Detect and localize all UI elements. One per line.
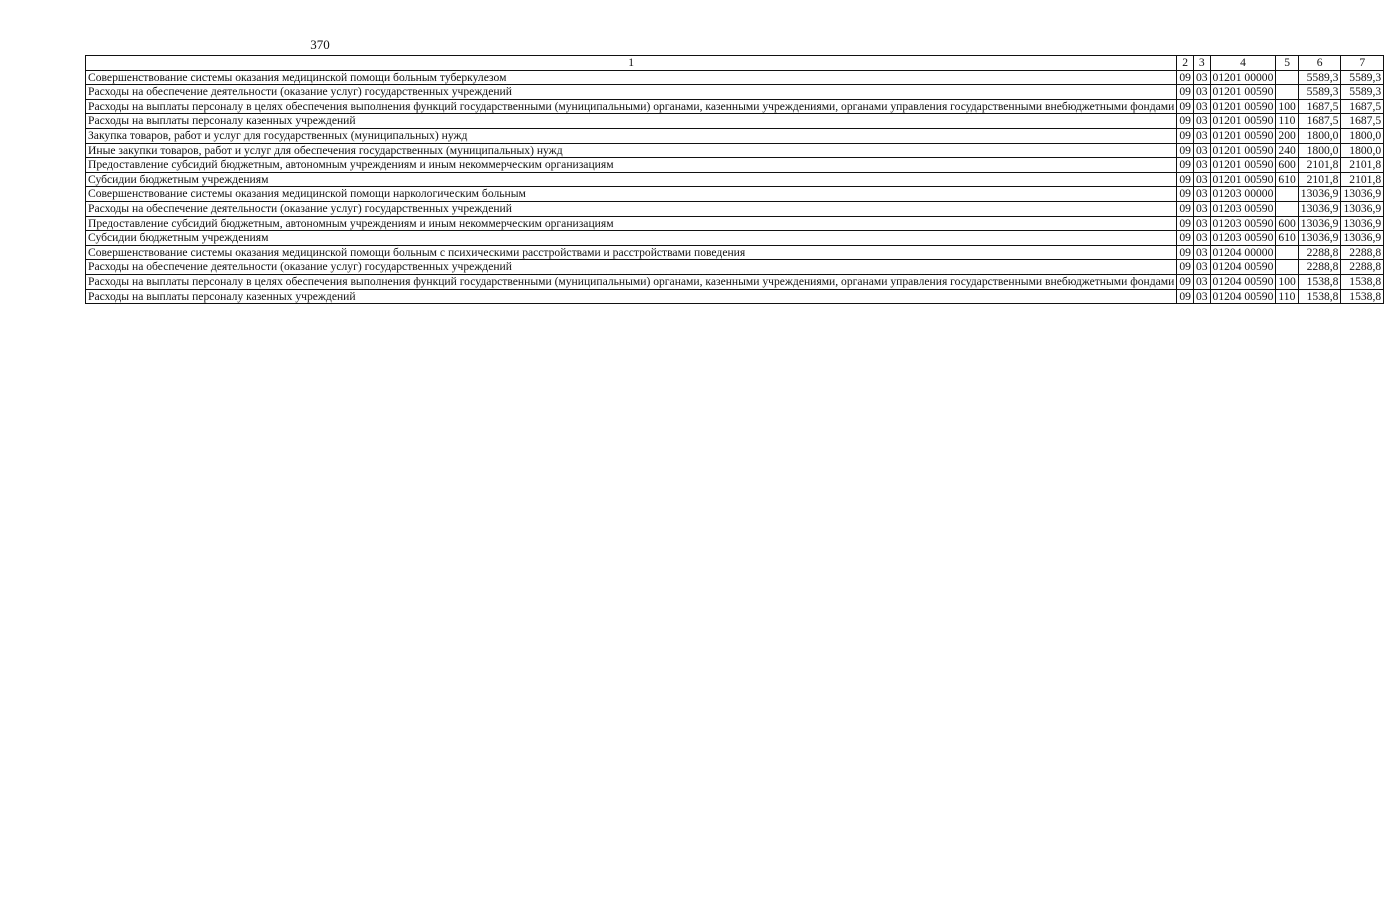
subsection-code: 03 bbox=[1193, 143, 1210, 158]
expense-type-code: 100 bbox=[1276, 274, 1298, 289]
target-article-code: 01201 00590 bbox=[1210, 114, 1276, 129]
subsection-code: 03 bbox=[1193, 289, 1210, 304]
expense-type-code: 110 bbox=[1276, 289, 1298, 304]
row-name: Иные закупки товаров, работ и услуг для обеспечения государственных (муниципальных) нужд bbox=[86, 143, 1177, 158]
amount-col-6: 13036,9 bbox=[1298, 187, 1341, 202]
section-code: 09 bbox=[1177, 201, 1194, 216]
header-col-5: 5 bbox=[1276, 56, 1298, 71]
amount-col-7: 13036,9 bbox=[1341, 231, 1384, 246]
header-col-7: 7 bbox=[1341, 56, 1384, 71]
amount-col-7: 1687,5 bbox=[1341, 99, 1384, 114]
row-name: Расходы на выплаты персоналу в целях обеспечения выполнения функций государственными (муниципальными) органами, казенными учреждениями, органами управления государственными внебюджетными фондами bbox=[86, 99, 1177, 114]
subsection-code: 03 bbox=[1193, 172, 1210, 187]
row-name: Предоставление субсидий бюджетным, автономным учреждениям и иным некоммерческим организациям bbox=[86, 216, 1177, 231]
header-col-4: 4 bbox=[1210, 56, 1276, 71]
row-name: Закупка товаров, работ и услуг для государственных (муниципальных) нужд bbox=[86, 128, 1177, 143]
header-col-3: 3 bbox=[1193, 56, 1210, 71]
target-article-code: 01201 00590 bbox=[1210, 172, 1276, 187]
target-article-code: 01203 00590 bbox=[1210, 231, 1276, 246]
page-number: 370 bbox=[310, 37, 330, 52]
table-row bbox=[86, 260, 1384, 275]
target-article-code: 01204 00590 bbox=[1210, 260, 1276, 275]
table-row bbox=[86, 85, 1384, 100]
subsection-code: 03 bbox=[1193, 85, 1210, 100]
header-col-2: 2 bbox=[1177, 56, 1194, 71]
target-article-code: 01203 00590 bbox=[1210, 201, 1276, 216]
target-article-code: 01204 00000 bbox=[1210, 245, 1276, 260]
header-col-6: 6 bbox=[1298, 56, 1341, 71]
section-code: 09 bbox=[1177, 128, 1194, 143]
expense-type-code bbox=[1276, 70, 1298, 85]
section-code: 09 bbox=[1177, 245, 1194, 260]
subsection-code: 03 bbox=[1193, 260, 1210, 275]
section-code: 09 bbox=[1177, 99, 1194, 114]
target-article-code: 01201 00590 bbox=[1210, 128, 1276, 143]
amount-col-7: 2288,8 bbox=[1341, 260, 1384, 275]
amount-col-6: 2288,8 bbox=[1298, 260, 1341, 275]
row-name: Совершенствование системы оказания медицинской помощи больным туберкулезом bbox=[86, 70, 1177, 85]
subsection-code: 03 bbox=[1193, 114, 1210, 129]
section-code: 09 bbox=[1177, 85, 1194, 100]
subsection-code: 03 bbox=[1193, 201, 1210, 216]
expense-type-code: 610 bbox=[1276, 231, 1298, 246]
amount-col-6: 13036,9 bbox=[1298, 231, 1341, 246]
amount-col-7: 5589,3 bbox=[1341, 85, 1384, 100]
table-row bbox=[86, 274, 1384, 289]
expense-type-code: 600 bbox=[1276, 216, 1298, 231]
expense-type-code: 200 bbox=[1276, 128, 1298, 143]
amount-col-6: 1687,5 bbox=[1298, 99, 1341, 114]
subsection-code: 03 bbox=[1193, 245, 1210, 260]
amount-col-7: 2101,8 bbox=[1341, 172, 1384, 187]
table-body bbox=[86, 70, 1384, 304]
row-name: Субсидии бюджетным учреждениям bbox=[86, 172, 1177, 187]
amount-col-7: 1800,0 bbox=[1341, 143, 1384, 158]
budget-table bbox=[85, 55, 1384, 304]
row-name: Предоставление субсидий бюджетным, автономным учреждениям и иным некоммерческим организациям bbox=[86, 158, 1177, 173]
amount-col-7: 1538,8 bbox=[1341, 289, 1384, 304]
section-code: 09 bbox=[1177, 231, 1194, 246]
header-row bbox=[86, 56, 1384, 71]
row-name: Расходы на обеспечение деятельности (оказание услуг) государственных учреждений bbox=[86, 201, 1177, 216]
section-code: 09 bbox=[1177, 187, 1194, 202]
target-article-code: 01201 00000 bbox=[1210, 70, 1276, 85]
table-row bbox=[86, 158, 1384, 173]
target-article-code: 01201 00590 bbox=[1210, 158, 1276, 173]
amount-col-6: 5589,3 bbox=[1298, 70, 1341, 85]
subsection-code: 03 bbox=[1193, 158, 1210, 173]
amount-col-6: 2101,8 bbox=[1298, 158, 1341, 173]
target-article-code: 01201 00590 bbox=[1210, 143, 1276, 158]
amount-col-6: 1538,8 bbox=[1298, 274, 1341, 289]
row-name: Расходы на обеспечение деятельности (оказание услуг) государственных учреждений bbox=[86, 260, 1177, 275]
expense-type-code: 610 bbox=[1276, 172, 1298, 187]
amount-col-7: 1538,8 bbox=[1341, 274, 1384, 289]
amount-col-6: 13036,9 bbox=[1298, 216, 1341, 231]
row-name: Совершенствование системы оказания медицинской помощи наркологическим больным bbox=[86, 187, 1177, 202]
section-code: 09 bbox=[1177, 70, 1194, 85]
amount-col-7: 13036,9 bbox=[1341, 201, 1384, 216]
amount-col-6: 5589,3 bbox=[1298, 85, 1341, 100]
amount-col-6: 1538,8 bbox=[1298, 289, 1341, 304]
target-article-code: 01201 00590 bbox=[1210, 99, 1276, 114]
table-row bbox=[86, 216, 1384, 231]
table-row bbox=[86, 231, 1384, 246]
row-name: Совершенствование системы оказания медицинской помощи больным с психическими расстройствами и расстройствами поведения bbox=[86, 245, 1177, 260]
expense-type-code: 110 bbox=[1276, 114, 1298, 129]
subsection-code: 03 bbox=[1193, 231, 1210, 246]
expense-type-code: 600 bbox=[1276, 158, 1298, 173]
section-code: 09 bbox=[1177, 172, 1194, 187]
expense-type-code bbox=[1276, 187, 1298, 202]
amount-col-6: 2101,8 bbox=[1298, 172, 1341, 187]
row-name: Расходы на обеспечение деятельности (оказание услуг) государственных учреждений bbox=[86, 85, 1177, 100]
table-row bbox=[86, 99, 1384, 114]
expense-type-code: 240 bbox=[1276, 143, 1298, 158]
expense-type-code bbox=[1276, 260, 1298, 275]
target-article-code: 01203 00000 bbox=[1210, 187, 1276, 202]
section-code: 09 bbox=[1177, 158, 1194, 173]
amount-col-7: 2101,8 bbox=[1341, 158, 1384, 173]
expense-type-code bbox=[1276, 201, 1298, 216]
amount-col-7: 13036,9 bbox=[1341, 187, 1384, 202]
target-article-code: 01203 00590 bbox=[1210, 216, 1276, 231]
amount-col-7: 1800,0 bbox=[1341, 128, 1384, 143]
subsection-code: 03 bbox=[1193, 128, 1210, 143]
header-col-1: 1 bbox=[86, 56, 1177, 71]
amount-col-6: 1800,0 bbox=[1298, 128, 1341, 143]
section-code: 09 bbox=[1177, 143, 1194, 158]
amount-col-6: 1687,5 bbox=[1298, 114, 1341, 129]
amount-col-6: 2288,8 bbox=[1298, 245, 1341, 260]
amount-col-6: 13036,9 bbox=[1298, 201, 1341, 216]
subsection-code: 03 bbox=[1193, 187, 1210, 202]
subsection-code: 03 bbox=[1193, 274, 1210, 289]
table-row bbox=[86, 201, 1384, 216]
section-code: 09 bbox=[1177, 216, 1194, 231]
expense-type-code: 100 bbox=[1276, 99, 1298, 114]
table-row bbox=[86, 70, 1384, 85]
expense-type-code bbox=[1276, 245, 1298, 260]
row-name: Расходы на выплаты персоналу казенных учреждений bbox=[86, 114, 1177, 129]
table-row bbox=[86, 143, 1384, 158]
table-row bbox=[86, 187, 1384, 202]
amount-col-7: 1687,5 bbox=[1341, 114, 1384, 129]
section-code: 09 bbox=[1177, 289, 1194, 304]
table-row bbox=[86, 289, 1384, 304]
section-code: 09 bbox=[1177, 274, 1194, 289]
target-article-code: 01201 00590 bbox=[1210, 85, 1276, 100]
expense-type-code bbox=[1276, 85, 1298, 100]
amount-col-7: 5589,3 bbox=[1341, 70, 1384, 85]
table-row bbox=[86, 114, 1384, 129]
target-article-code: 01204 00590 bbox=[1210, 274, 1276, 289]
section-code: 09 bbox=[1177, 114, 1194, 129]
amount-col-7: 2288,8 bbox=[1341, 245, 1384, 260]
subsection-code: 03 bbox=[1193, 216, 1210, 231]
table-row bbox=[86, 128, 1384, 143]
amount-col-6: 1800,0 bbox=[1298, 143, 1341, 158]
target-article-code: 01204 00590 bbox=[1210, 289, 1276, 304]
table-row bbox=[86, 172, 1384, 187]
subsection-code: 03 bbox=[1193, 99, 1210, 114]
amount-col-7: 13036,9 bbox=[1341, 216, 1384, 231]
table-row bbox=[86, 245, 1384, 260]
subsection-code: 03 bbox=[1193, 70, 1210, 85]
row-name: Расходы на выплаты персоналу казенных учреждений bbox=[86, 289, 1177, 304]
section-code: 09 bbox=[1177, 260, 1194, 275]
row-name: Субсидии бюджетным учреждениям bbox=[86, 231, 1177, 246]
row-name: Расходы на выплаты персоналу в целях обеспечения выполнения функций государственными (муниципальными) органами, казенными учреждениями, органами управления государственными внебюджетными фондами bbox=[86, 274, 1177, 289]
